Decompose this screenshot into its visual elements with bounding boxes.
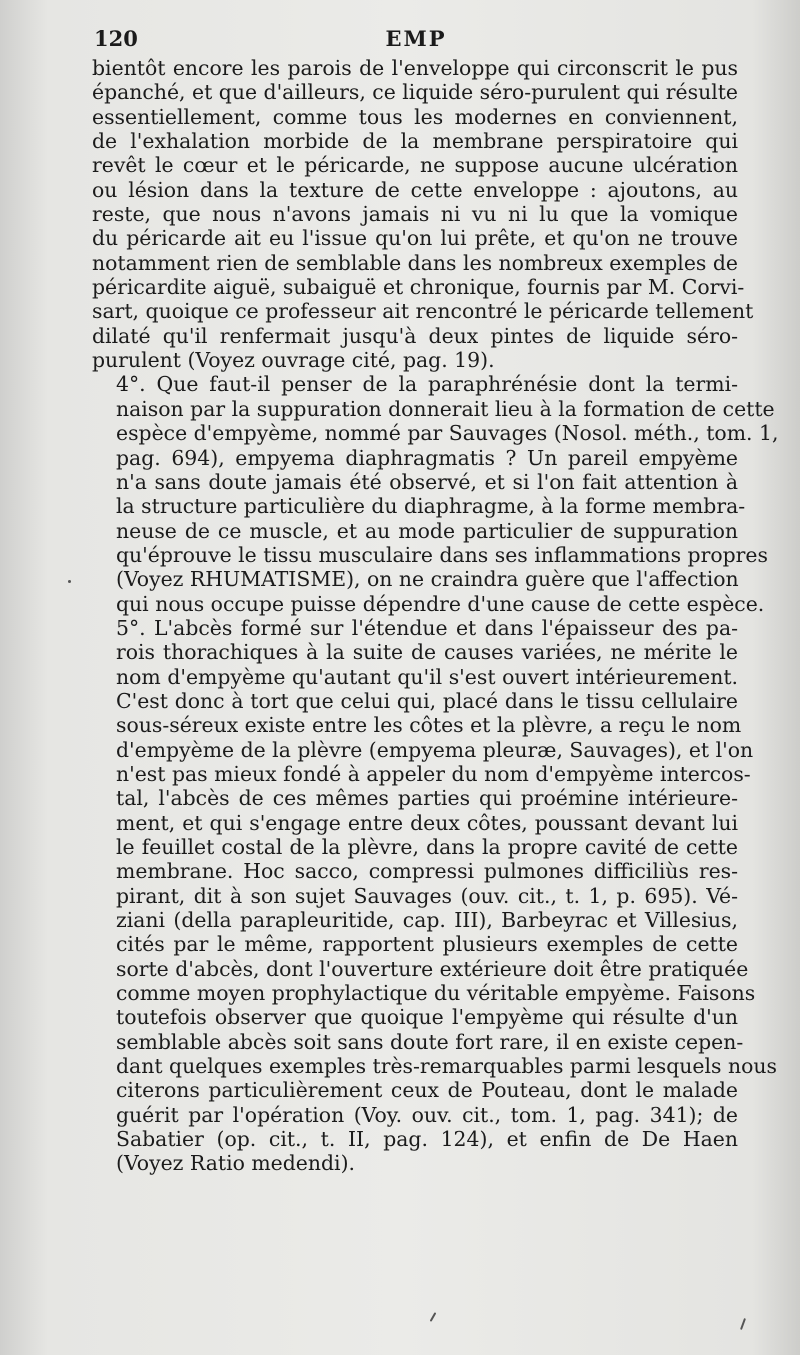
text-line: purulent (Voyez ouvrage cité, pag. 19). xyxy=(92,348,495,373)
text-line: cités par le même, rapportent plusieurs exemples de cette xyxy=(116,932,738,957)
page-header xyxy=(94,22,738,56)
text-line: le feuillet costal de la plèvre, dans la propre cavité de cette xyxy=(116,835,738,859)
text-line: revêt le cœur et le péricarde, ne suppose aucune ulcération xyxy=(92,153,738,178)
text-line: n'est pas mieux fondé à appeler du nom d'empyème intercos- xyxy=(116,761,751,786)
body-text xyxy=(92,56,779,1176)
text-line: nom d'empyème qu'autant qu'il s'est ouvert intérieurement. xyxy=(116,664,738,689)
text-line: rois thorachiques à la suite de causes variées, ne mérite le xyxy=(116,640,738,665)
text-line: Sabatier (op. cit., t. II, pag. 124), et enfin de De Haen xyxy=(116,1127,738,1152)
text-line: ziani (della parapleuritide, cap. III), Barbeyrac et Villesius, xyxy=(116,908,738,933)
ink-speck xyxy=(740,1318,746,1330)
paragraph xyxy=(92,372,779,616)
text-line: neuse de ce muscle, et au mode particulier de suppuration xyxy=(116,518,738,543)
text-line: du péricarde ait eu l'issue qu'on lui prête, et qu'on ne trouve xyxy=(92,226,738,251)
text-line: ou lésion dans la texture de cette enveloppe : ajoutons, au xyxy=(92,177,738,202)
text-line: tal, l'abcès de ces mêmes parties qui proémine intérieure- xyxy=(116,786,738,811)
text-line: guérit par l'opération (Voy. ouv. cit., tom. 1, pag. 341); de xyxy=(116,1102,738,1127)
text-line: pirant, dit à son sujet Sauvages (ouv. cit., t. 1, p. 695). Vé- xyxy=(116,883,738,908)
text-line: membrane. Hoc sacco, compressi pulmones difficiliùs res- xyxy=(116,859,738,884)
text-line: épanché, et que d'ailleurs, ce liquide séro-purulent qui résulte xyxy=(92,80,738,105)
text-line: n'a sans doute jamais été observé, et si l'on fait attention à xyxy=(116,469,738,494)
text-line: C'est donc à tort que celui qui, placé dans le tissu cellulaire xyxy=(116,688,738,713)
text-line: 5°. L'abcès formé sur l'étendue et dans l'épaisseur des pa- xyxy=(116,615,738,640)
text-line: semblable abcès soit sans doute fort rare, il en existe cepen- xyxy=(116,1029,744,1054)
text-line: toutefois observer que quoique l'empyème qui résulte d'un xyxy=(116,1005,738,1030)
text-line: bientôt encore les parois de l'enveloppe qui circonscrit le pus xyxy=(92,56,738,80)
text-line: citerons particulièrement ceux de Pouteau, dont le malade xyxy=(116,1078,738,1103)
text-line: sart, quoique ce professeur ait rencontré le péricarde tellement xyxy=(92,299,754,324)
text-line: dant quelques exemples très-remarquables parmi lesquels nous xyxy=(116,1054,777,1079)
text-line: de l'exhalation morbide de la membrane perspiratoire qui xyxy=(92,129,738,154)
paragraph xyxy=(92,56,754,373)
paragraph xyxy=(92,615,777,1176)
text-line: (Voyez Ratio medendi). xyxy=(116,1151,356,1176)
ink-speck xyxy=(430,1312,437,1322)
text-line: notamment rien de semblable dans les nombreux exemples de xyxy=(92,250,738,275)
text-line: reste, que nous n'avons jamais ni vu ni lu que la vomique xyxy=(92,202,738,227)
text-line: 4°. Que faut-il penser de la paraphrénésie dont la termi- xyxy=(116,372,738,397)
text-line: sous-séreux existe entre les côtes et la plèvre, a reçu le nom xyxy=(116,713,742,738)
ink-speck xyxy=(68,580,71,583)
text-line: (Voyez RHUMATISME), on ne craindra guère que l'affection xyxy=(116,567,739,592)
text-line: sorte d'abcès, dont l'ouverture extérieure doit être pratiquée xyxy=(116,956,749,981)
text-line: comme moyen prophylactique du véritable empyème. Faisons xyxy=(116,981,756,1006)
text-line: péricardite aiguë, subaiguë et chronique, fournis par M. Corvi- xyxy=(92,275,745,300)
text-line: dilaté qu'il renfermait jusqu'à deux pintes de liquide séro- xyxy=(92,323,738,348)
text-line: ment, et qui s'engage entre deux côtes, poussant devant lui xyxy=(116,810,738,835)
running-head: EMP xyxy=(385,26,447,51)
text-line: essentiellement, comme tous les modernes en conviennent, xyxy=(92,104,738,129)
text-line: espèce d'empyème, nommé par Sauvages (Nosol. méth., tom. 1, xyxy=(116,421,779,446)
text-line: pag. 694), empyema diaphragmatis ? Un pareil empyème xyxy=(116,445,738,470)
text-line: d'empyème de la plèvre (empyema pleuræ, Sauvages), et l'on xyxy=(116,737,754,762)
text-line: la structure particulière du diaphragme, à la forme membra- xyxy=(116,494,746,519)
text-line: naison par la suppuration donnerait lieu à la formation de cette xyxy=(116,396,775,421)
text-line: qui nous occupe puisse dépendre d'une cause de cette espèce. xyxy=(116,591,765,616)
page-number: 120 xyxy=(94,26,138,51)
text-line: qu'éprouve le tissu musculaire dans ses inflammations propres xyxy=(116,542,768,567)
